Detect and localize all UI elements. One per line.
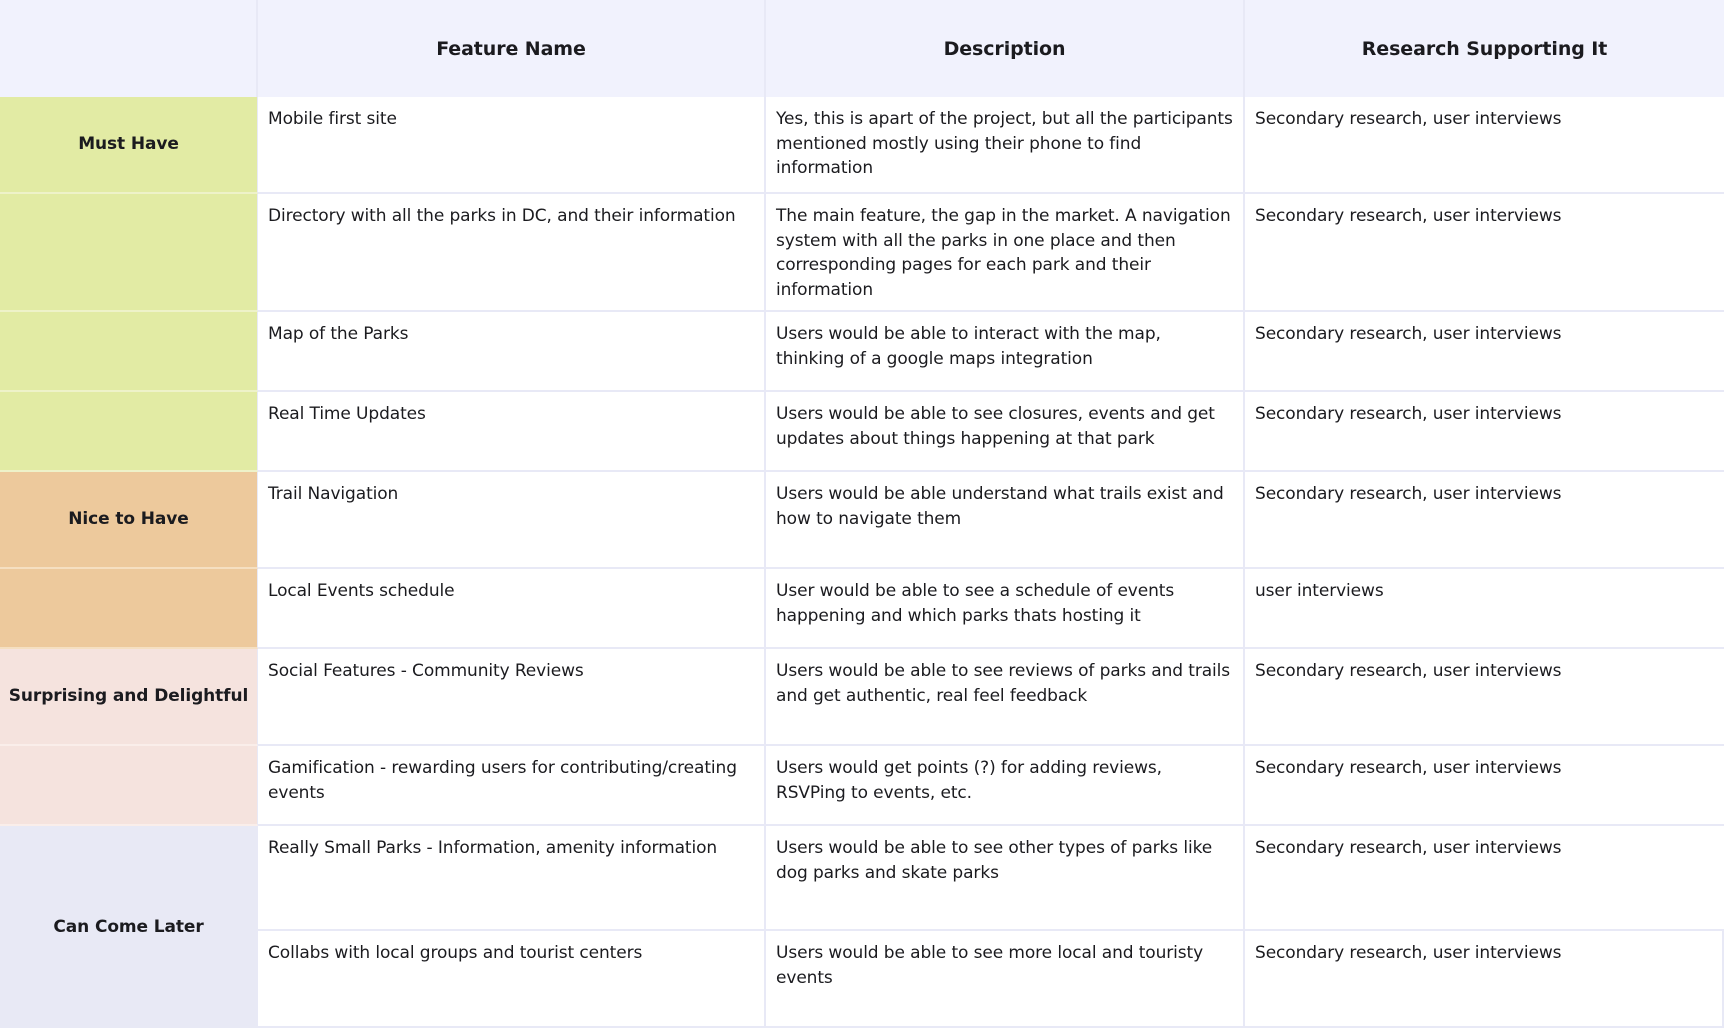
header-feature-name: Feature Name (258, 0, 766, 97)
priority-must-have-continued (0, 194, 258, 312)
priority-nice-to-have: Nice to Have (0, 472, 258, 569)
priority-must-have: Must Have (0, 97, 258, 194)
research-cell: user interviews (1245, 569, 1724, 649)
feature-cell: Real Time Updates (258, 392, 766, 472)
description-cell: The main feature, the gap in the market. A navigation system with all the parks in one place and then corresponding pages for each park and their information (766, 194, 1245, 312)
description-cell: User would be able to see a schedule of events happening and which parks thats hosting it (766, 569, 1245, 649)
feature-cell: Mobile first site (258, 97, 766, 194)
priority-can-come-later: Can Come Later (0, 826, 258, 1028)
feature-cell: Collabs with local groups and tourist centers (258, 931, 766, 1028)
header-corner (0, 0, 258, 97)
priority-surprising-and-delightful: Surprising and Delightful (0, 649, 258, 746)
header-description: Description (766, 0, 1245, 97)
research-cell: Secondary research, user interviews (1245, 649, 1724, 746)
research-cell: Secondary research, user interviews (1245, 746, 1724, 826)
research-cell: Secondary research, user interviews (1245, 931, 1724, 1028)
description-cell: Users would be able to interact with the map, thinking of a google maps integration (766, 312, 1245, 392)
research-cell: Secondary research, user interviews (1245, 826, 1724, 931)
feature-cell: Trail Navigation (258, 472, 766, 569)
priority-must-have-continued (0, 312, 258, 392)
feature-cell: Social Features - Community Reviews (258, 649, 766, 746)
description-cell: Users would be able understand what trails exist and how to navigate them (766, 472, 1245, 569)
feature-cell: Local Events schedule (258, 569, 766, 649)
feature-cell: Gamification - rewarding users for contributing/creating events (258, 746, 766, 826)
description-cell: Users would be able to see reviews of parks and trails and get authentic, real feel feedback (766, 649, 1245, 746)
research-cell: Secondary research, user interviews (1245, 97, 1724, 194)
feature-cell: Directory with all the parks in DC, and their information (258, 194, 766, 312)
priority-surprising-continued (0, 746, 258, 826)
feature-cell: Map of the Parks (258, 312, 766, 392)
description-cell: Users would get points (?) for adding reviews, RSVPing to events, etc. (766, 746, 1245, 826)
research-cell: Secondary research, user interviews (1245, 392, 1724, 472)
research-cell: Secondary research, user interviews (1245, 194, 1724, 312)
description-cell: Yes, this is apart of the project, but all the participants mentioned mostly using their phone to find information (766, 97, 1245, 194)
description-cell: Users would be able to see other types of parks like dog parks and skate parks (766, 826, 1245, 931)
feature-cell: Really Small Parks - Information, amenity information (258, 826, 766, 931)
research-cell: Secondary research, user interviews (1245, 312, 1724, 392)
research-cell: Secondary research, user interviews (1245, 472, 1724, 569)
header-research: Research Supporting It (1245, 0, 1724, 97)
priority-nice-to-have-continued (0, 569, 258, 649)
description-cell: Users would be able to see closures, events and get updates about things happening at that park (766, 392, 1245, 472)
description-cell: Users would be able to see more local and touristy events (766, 931, 1245, 1028)
priority-must-have-continued (0, 392, 258, 472)
